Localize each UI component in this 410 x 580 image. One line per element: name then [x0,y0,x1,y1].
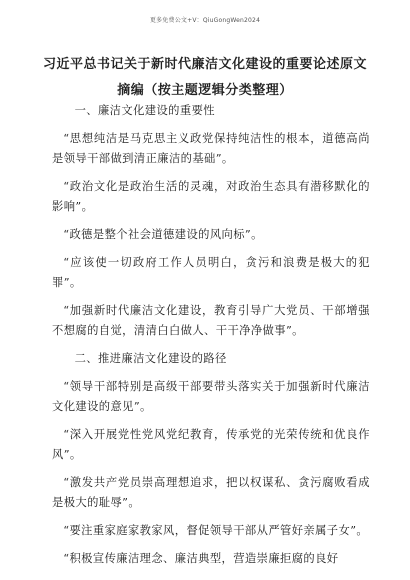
document-body [52,101,370,577]
quote-paragraph: “深入开展党性党风党纪教育，传承党的光荣传统和优良作风”。 [52,428,370,461]
quote-paragraph: “思想纯洁是马克思主义政党保持纯洁性的根本，道德高尚是领导干部做到清正廉洁的基础”。 [52,132,370,165]
quote-paragraph: “领导干部特别是高级干部要带头落实关于加强新时代廉洁文化建设的意见”。 [52,380,370,413]
quote-paragraph: “要注重家庭家教家风，督促领导干部从严管好亲属子女”。 [63,524,369,537]
quote-paragraph: “激发共产党员崇高理想追求，把以权谋私、贪污腐败看成是极大的耻辱”。 [52,476,370,509]
section-heading-importance: 一、廉洁文化建设的重要性 [74,104,215,117]
quote-paragraph: “加强新时代廉洁文化建设，教育引导广大党员、干部增强不想腐的自觉，清清白白做人、干干净净做事”。 [52,304,370,337]
quote-paragraph: “政德是整个社会道德建设的风向标”。 [63,228,263,241]
quote-paragraph: “政治文化是政治生活的灵魂，对政治生态具有潜移默化的影响”。 [52,180,370,213]
document-title: 习近平总书记关于新时代廉洁文化建设的重要论述原文摘编（按主题逻辑分类整理） [42,57,367,98]
quote-paragraph: “应该使一切政府工作人员明白，贪污和浪费是极大的犯罪”。 [52,256,370,289]
section-heading-path: 二、推进廉洁文化建设的路径 [74,352,227,365]
quote-paragraph: “积极宣传廉洁理念、廉洁典型，营造崇廉拒腐的良好 [63,552,339,565]
header-watermark: 更多免费公文+V：QiuGongWen2024 [149,17,261,24]
